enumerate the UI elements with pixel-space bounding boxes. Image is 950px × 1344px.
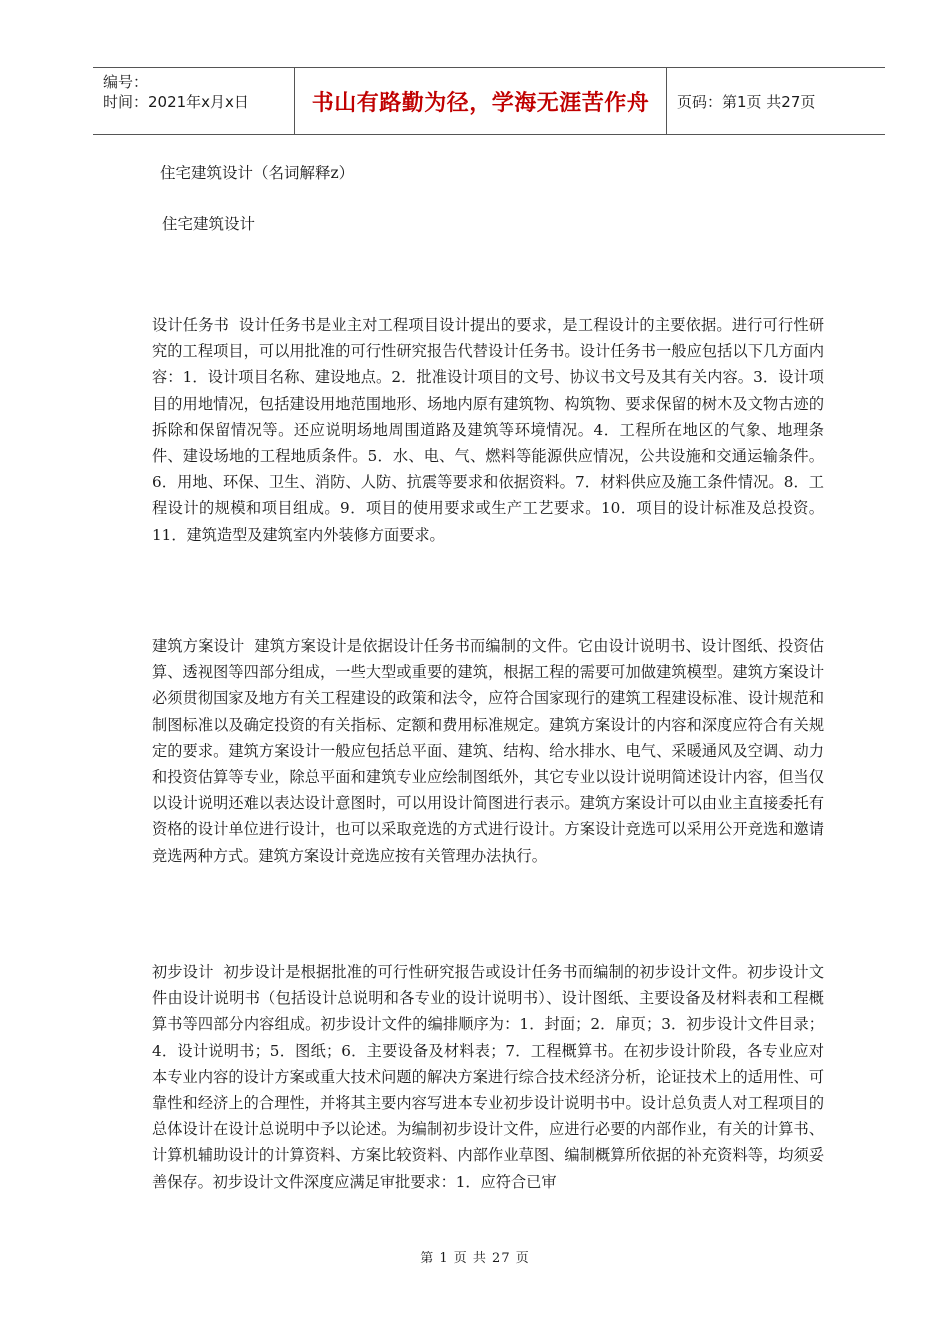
header-info-cell xyxy=(93,68,295,134)
section-term: 初步设计 xyxy=(152,963,214,981)
document-title: 住宅建筑设计（名词解释z） xyxy=(160,164,355,182)
section-term: 建筑方案设计 xyxy=(152,637,245,655)
section-term: 设计任务书 xyxy=(152,316,230,334)
document-number-label: 编号： xyxy=(103,73,149,91)
section-body: 建筑方案设计是依据设计任务书而编制的文件。它由设计说明书、设计图纸、投资估算、透视图等四部分组成，一些大型或重要的建筑，根据工程的需要可加做建筑模型。建筑方案设计必须贯彻国家及地方有关工程建设的政策和法令，应符合国家现行的建筑工程建设标准、设计规范和制图标准以及确定投资的有关指标、定额和费用标准规定。建筑方案设计的内容和深度应符合有关规定的要求。建筑方案设计一般应包括总平面、建筑、结构、给水排水、电气、采暖通风及空调、动力和投资估算等专业，除总平面和建筑专业应绘制图纸外，其它专业以设计说明简述设计内容，但当仅以设计说明还难以表达设计意图时，可以用设计简图进行表示。建筑方案设计可以由业主直接委托有资格的设计单位进行设计，也可以采取竞选的方式进行设计。方案设计竞选可以采用公开竞选和邀请竞选两种方式。建筑方案设计竞选应按有关管理办法执行。 xyxy=(152,637,825,865)
header-page-cell xyxy=(667,68,885,134)
page-footer: 第 1 页 共 27 页 xyxy=(420,1251,530,1266)
section-body: 设计任务书是业主对工程项目设计提出的要求，是工程设计的主要依据。进行可行性研究的工程项目，可以用批准的可行性研究报告代替设计任务书。设计任务书一般应包括以下几方面内容：1．设计项目名称、建设地点。2．批准设计项目的文号、协议书文号及其有关内容。3．设计项目的用地情况，包括建设用地范围地形、场地内原有建筑物、构筑物、要求保留的树木及文物古迹的拆除和保留情况等。还应说明场地周围道路及建筑等环境情况。4．工程所在地区的气象、地理条件、建设场地的工程地质条件。5．水、电、气、燃料等能源供应情况，公共设施和交通运输条件。6．用地、环保、卫生、消防、人防、抗震等要求和依据资料。7．材料供应及施工条件情况。8．工程设计的规模和项目组成。9．项目的使用要求或生产工艺要求。10．项目的设计标准及总投资。11．建筑造型及建筑室内外装修方面要求。 xyxy=(152,316,825,544)
section-preliminary-design xyxy=(152,959,824,1195)
header-motto-cell xyxy=(295,68,667,134)
header-table xyxy=(93,67,885,135)
section-body: 初步设计是根据批准的可行性研究报告或设计任务书而编制的初步设计文件。初步设计文件由设计说明书（包括设计总说明和各专业的设计说明书）、设计图纸、主要设备及材料表和工程概算书等四部分内容组成。初步设计文件的编排顺序为：1．封面；2．扉页；3．初步设计文件目录；4．设计说明书；5．图纸；6．主要设备及材料表；7．工程概算书。在初步设计阶段，各专业应对本专业内容的设计方案或重大技术问题的解决方案进行综合技术经济分析，论证技术上的适用性、可靠性和经济上的合理性，并将其主要内容写进本专业初步设计说明书中。设计总负责人对工程项目的总体设计在设计总说明中予以论述。为编制初步设计文件，应进行必要的内部作业，有关的计算书、计算机辅助设计的计算资料、方案比较资料、内部作业草图、编制概算所依据的补充资料等，均须妥善保存。初步设计文件深度应满足审批要求：1．应符合已审 xyxy=(152,963,825,1191)
section-schematic-design xyxy=(152,633,824,869)
document-time-label: 时间：2021年x月x日 xyxy=(103,93,249,111)
section-design-brief xyxy=(152,312,824,548)
motto-text: 书山有路勤为径，学海无涯苦作舟 xyxy=(311,90,650,116)
page-number-label: 页码：第1页 共27页 xyxy=(677,92,816,111)
document-subtitle: 住宅建筑设计 xyxy=(162,215,256,233)
